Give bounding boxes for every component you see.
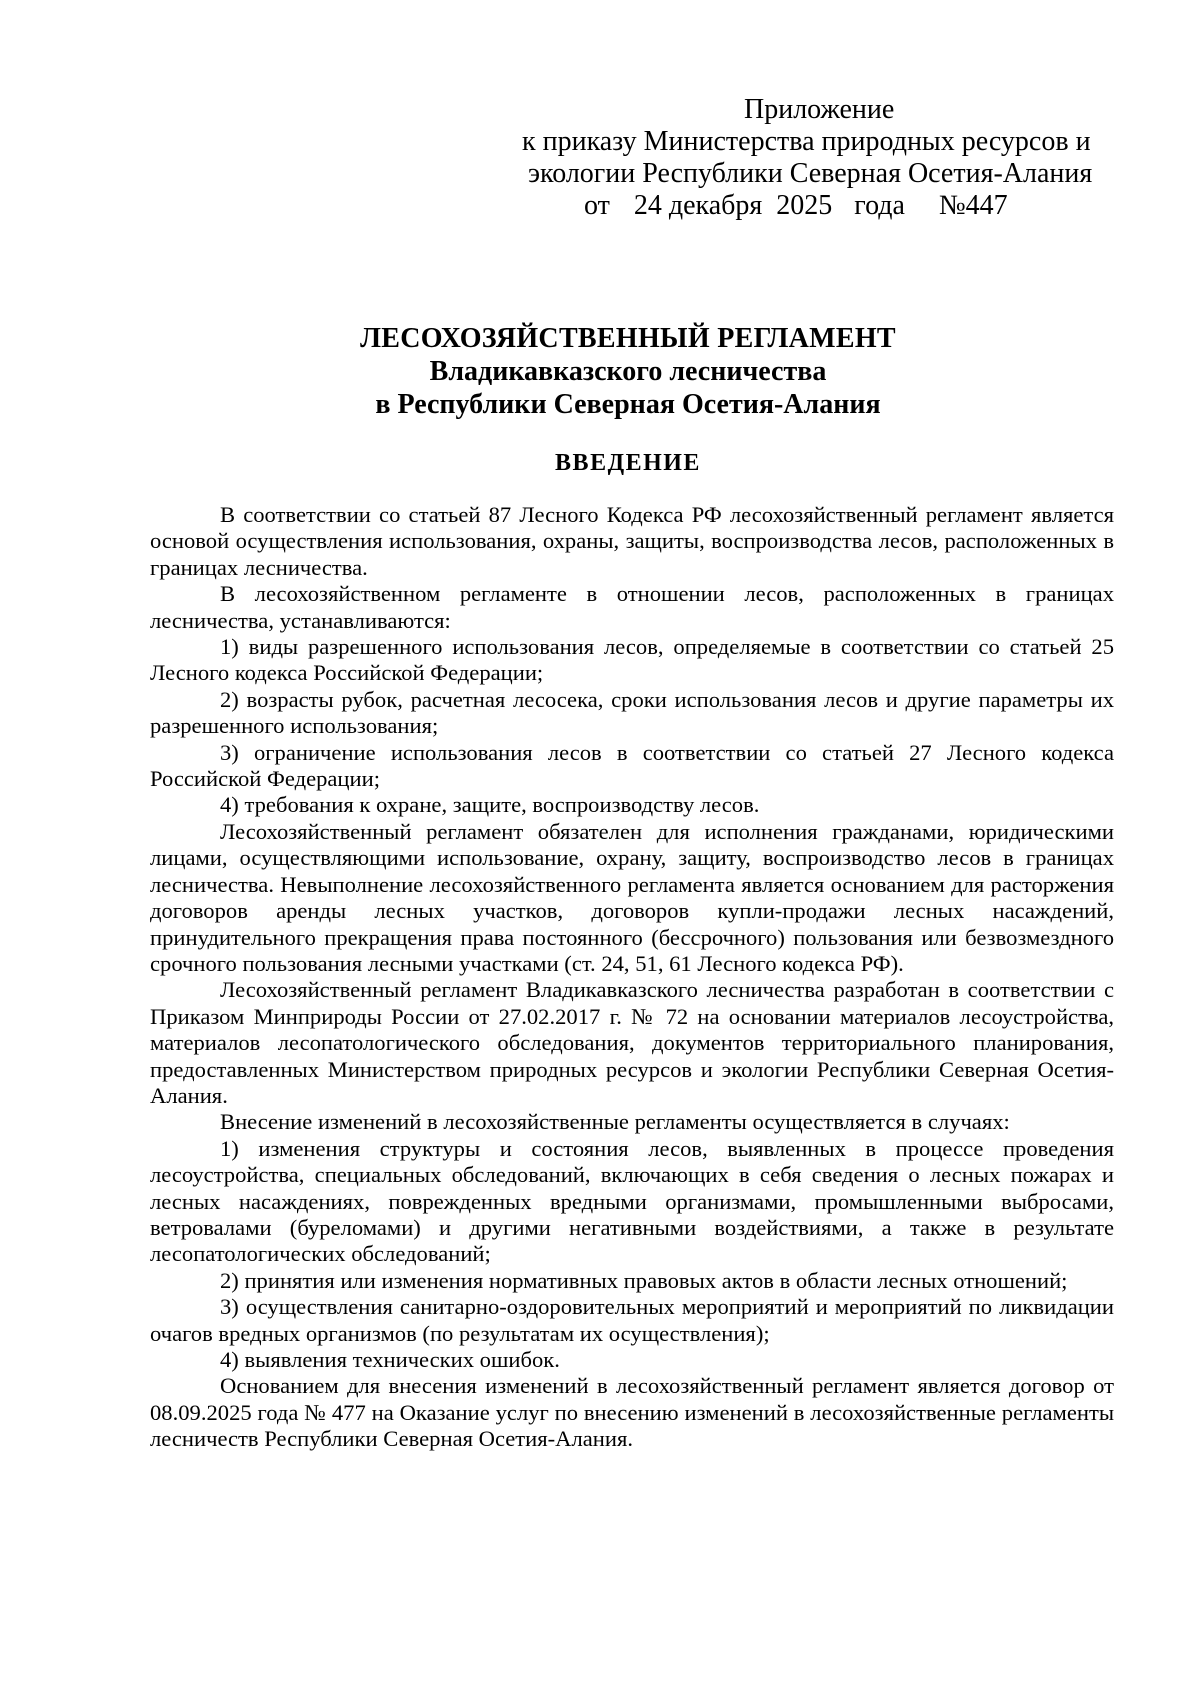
document-subtitle-republic: в Республики Северная Осетия-Алания (375, 389, 881, 420)
document-body (150, 502, 1114, 1453)
paragraph: Основанием для внесения изменений в лесохозяйственный регламент является договор от 08.09.2025 года № 477 на Оказание услуг по внесению изменений в лесохозяйственные регламенты лесничеств Республики Северная Осетия-Алания. (150, 1373, 1114, 1452)
list-item: 1) изменения структуры и состояния лесов, выявленных в процессе проведения лесоустройства, специальных обследований, включающих в себя сведения о лесных пожарах и лесных насаждениях, поврежденных вредными организмами, промышленными выбросами, ветровалами (буреломами) и другими негативными воздействиями, а также в результате лесопатологических обследований; (150, 1135, 1114, 1267)
appendix-ministry-line: экологии Республики Северная Осетия-Алания (528, 158, 1093, 189)
list-item: 1) виды разрешенного использования лесов, определяемые в соответствии со статьей 25 Лесного кодекса Российской Федерации; (150, 634, 1114, 686)
list-item: 2) возрасты рубок, расчетная лесосека, сроки использования лесов и другие параметры их разрешенного использования; (150, 686, 1114, 739)
appendix-date-line (520, 190, 1120, 222)
appendix-date-prefix: от (584, 190, 610, 221)
paragraph: В лесохозяйственном регламенте в отношении лесов, расположенных в границах лесничества, устанавливаются: (150, 581, 1114, 633)
list-item: 2) принятия или изменения нормативных правовых актов в области лесных отношений; (220, 1267, 1068, 1293)
section-heading-introduction: ВВЕДЕНИЕ (555, 450, 701, 476)
list-item: 3) осуществления санитарно-оздоровительных мероприятий и мероприятий по ликвидации очагов вредных организмов (по результатам их осуществления); (150, 1294, 1114, 1346)
appendix-block (520, 94, 1120, 222)
document-title-block (140, 322, 1116, 421)
appendix-year-word: года (854, 190, 905, 221)
list-item: 4) требования к охране, защите, воспроизводству лесов. (220, 792, 760, 818)
appendix-number: №447 (938, 190, 1008, 221)
list-item: 4) выявления технических ошибок. (220, 1347, 560, 1372)
paragraph: В соответствии со статьей 87 Лесного Кодекса РФ лесохозяйственный регламент является основой осуществления использования, охраны, защиты, воспроизводства лесов, расположенных в границах лесничества. (150, 502, 1114, 580)
paragraph: Внесение изменений в лесохозяйственные регламенты осуществляется в случаях: (220, 1109, 1010, 1135)
paragraph: Лесохозяйственный регламент обязателен для исполнения гражданами, юридическими лицами, осуществляющими использование, охрану, защиту, воспроизводство лесов в границах лесничества. Невыполнение лесохозяйственного регламента является основанием для расторжения договоров аренды лесных участков, договоров купли-продажи лесных насаждений, принудительного прекращения права постоянного (бессрочного) пользования или безвозмездного срочного пользования лесными участками (ст. 24, 51, 61 Лесного кодекса РФ). (150, 818, 1114, 976)
document-title: ЛЕСОХОЗЯЙСТВЕННЫЙ РЕГЛАМЕНТ (360, 323, 896, 354)
paragraph: Лесохозяйственный регламент Владикавказского лесничества разработан в соответствии с Приказом Минприроды России от 27.02.2017 г. № 72 на основании материалов лесоустройства, материалов лесопатологического обследования, документов территориального планирования, предоставленных Министерством природных ресурсов и экологии Республики Северная Осетия-Алания. (150, 977, 1114, 1108)
appendix-title: Приложение (744, 94, 895, 125)
document-subtitle-forestry: Владикавказского лесничества (429, 356, 827, 387)
appendix-order-line: к приказу Министерства природных ресурсов и (522, 126, 1091, 157)
list-item: 3) ограничение использования лесов в соответствии со статьей 27 Лесного кодекса Российской Федерации; (150, 739, 1114, 792)
appendix-date: 24 декабря 2025 (633, 190, 833, 221)
